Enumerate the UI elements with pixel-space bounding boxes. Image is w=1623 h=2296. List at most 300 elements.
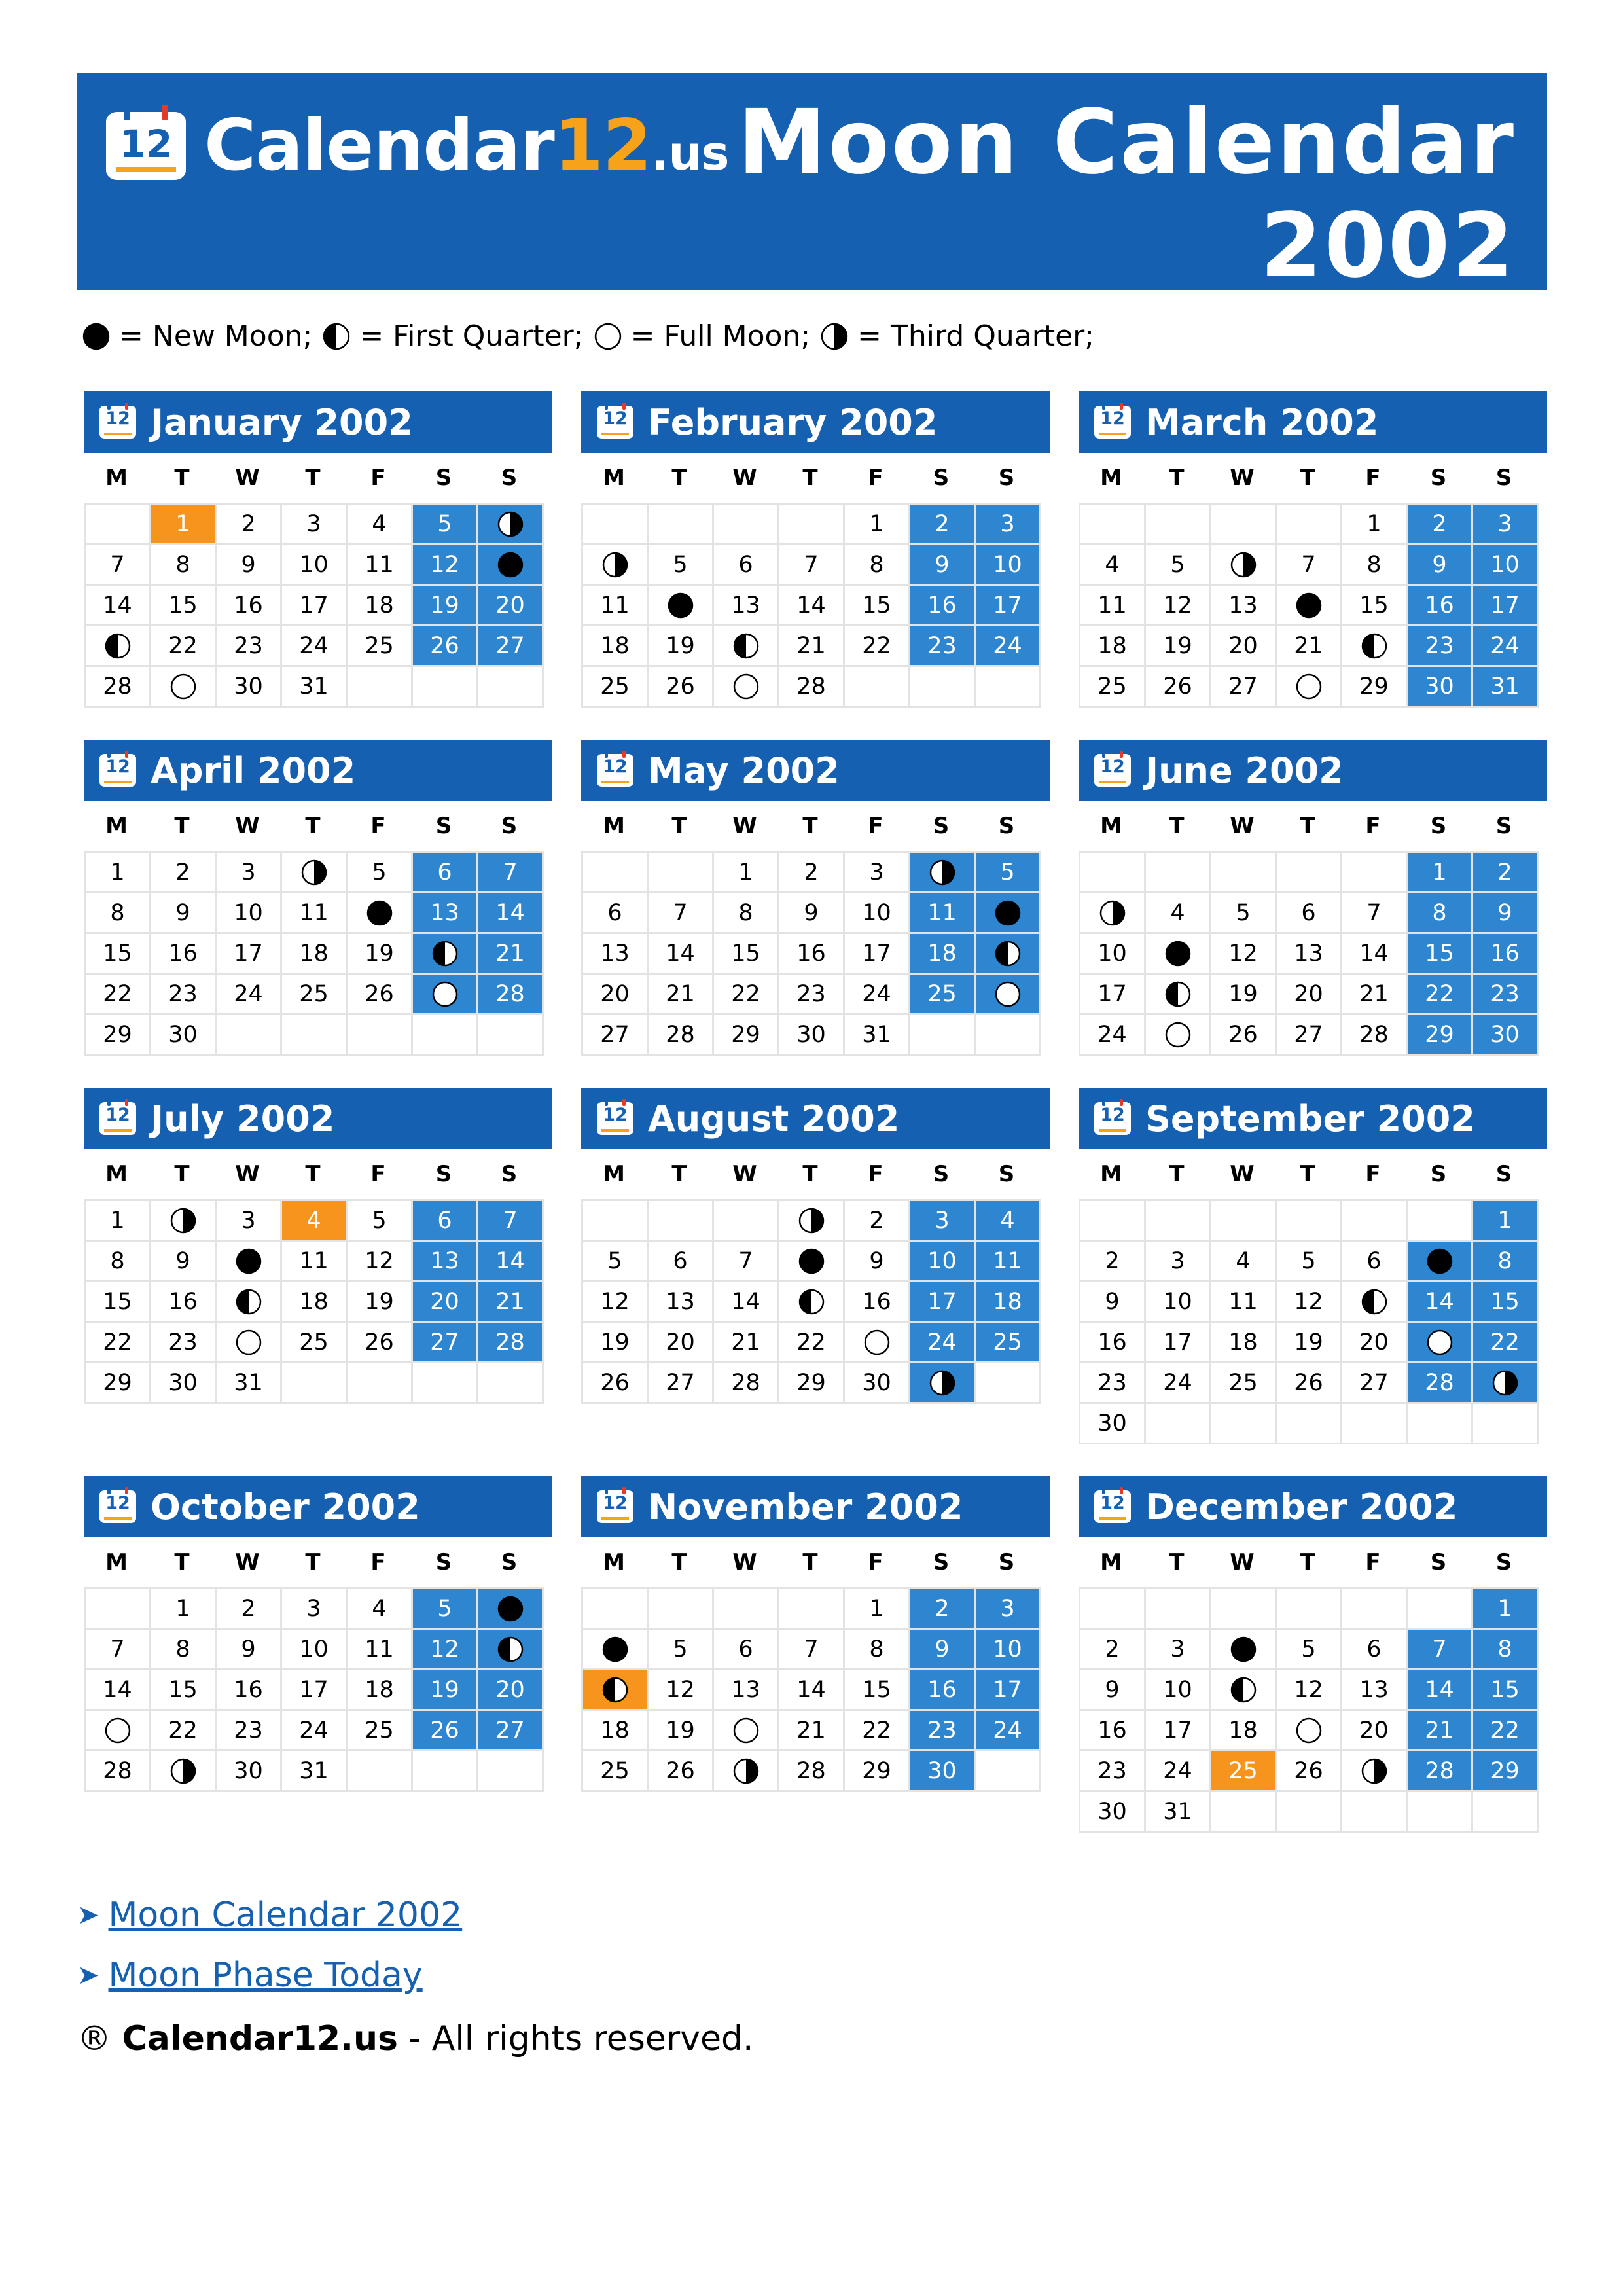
day-cell[interactable] <box>1408 1242 1473 1282</box>
day-cell[interactable]: 23 <box>1080 1363 1146 1404</box>
day-cell[interactable]: 12 <box>1146 586 1211 626</box>
day-cell[interactable] <box>714 1711 779 1751</box>
day-cell[interactable]: 1 <box>1473 1201 1539 1242</box>
day-cell[interactable]: 20 <box>413 1282 478 1323</box>
day-cell[interactable]: 27 <box>478 1711 544 1751</box>
day-cell[interactable]: 24 <box>976 626 1041 667</box>
day-cell[interactable]: 27 <box>478 626 544 667</box>
day-cell[interactable]: 1 <box>714 853 779 893</box>
day-cell[interactable]: 21 <box>1342 975 1408 1015</box>
day-cell[interactable] <box>1080 893 1146 934</box>
day-cell[interactable]: 5 <box>583 1242 649 1282</box>
day-cell[interactable]: 9 <box>1473 893 1539 934</box>
day-cell[interactable]: 15 <box>1473 1670 1539 1711</box>
day-cell[interactable]: 20 <box>478 1670 544 1711</box>
day-cell[interactable]: 3 <box>217 1201 282 1242</box>
day-cell[interactable]: 17 <box>282 1670 348 1711</box>
day-cell[interactable]: 14 <box>779 586 845 626</box>
day-cell[interactable]: 23 <box>1408 626 1473 667</box>
day-cell[interactable]: 25 <box>1080 667 1146 708</box>
day-cell[interactable] <box>217 1282 282 1323</box>
day-cell[interactable]: 28 <box>649 1015 714 1056</box>
day-cell[interactable]: 18 <box>348 1670 413 1711</box>
day-cell[interactable]: 8 <box>86 1242 151 1282</box>
day-cell[interactable]: 12 <box>413 545 478 586</box>
day-cell[interactable]: 26 <box>1277 1751 1342 1792</box>
day-cell[interactable]: 18 <box>1211 1711 1277 1751</box>
day-cell[interactable]: 31 <box>282 667 348 708</box>
day-cell[interactable]: 1 <box>151 505 217 545</box>
day-cell[interactable]: 5 <box>649 1630 714 1670</box>
day-cell[interactable]: 26 <box>348 1323 413 1363</box>
day-cell[interactable] <box>217 1242 282 1282</box>
day-cell[interactable]: 27 <box>1342 1363 1408 1404</box>
day-cell[interactable]: 10 <box>282 545 348 586</box>
day-cell[interactable]: 24 <box>1146 1363 1211 1404</box>
day-cell[interactable]: 22 <box>845 1711 910 1751</box>
day-cell[interactable]: 14 <box>779 1670 845 1711</box>
day-cell[interactable] <box>151 1751 217 1792</box>
day-cell[interactable]: 16 <box>1080 1711 1146 1751</box>
day-cell[interactable]: 8 <box>845 1630 910 1670</box>
day-cell[interactable]: 19 <box>649 626 714 667</box>
day-cell[interactable] <box>1277 1711 1342 1751</box>
day-cell[interactable]: 7 <box>478 853 544 893</box>
day-cell[interactable]: 12 <box>583 1282 649 1323</box>
day-cell[interactable]: 17 <box>976 586 1041 626</box>
day-cell[interactable]: 7 <box>779 1630 845 1670</box>
day-cell[interactable]: 19 <box>348 1282 413 1323</box>
day-cell[interactable]: 26 <box>348 975 413 1015</box>
day-cell[interactable]: 11 <box>282 1242 348 1282</box>
day-cell[interactable]: 22 <box>86 1323 151 1363</box>
day-cell[interactable]: 1 <box>1408 853 1473 893</box>
day-cell[interactable]: 2 <box>910 1589 976 1630</box>
day-cell[interactable]: 23 <box>151 1323 217 1363</box>
day-cell[interactable]: 27 <box>1211 667 1277 708</box>
day-cell[interactable]: 17 <box>217 934 282 975</box>
day-cell[interactable]: 14 <box>478 1242 544 1282</box>
day-cell[interactable] <box>151 667 217 708</box>
day-cell[interactable]: 17 <box>845 934 910 975</box>
day-cell[interactable] <box>1277 586 1342 626</box>
day-cell[interactable]: 24 <box>1080 1015 1146 1056</box>
day-cell[interactable]: 9 <box>151 893 217 934</box>
day-cell[interactable]: 3 <box>845 853 910 893</box>
day-cell[interactable]: 4 <box>976 1201 1041 1242</box>
day-cell[interactable]: 10 <box>976 545 1041 586</box>
day-cell[interactable]: 23 <box>1473 975 1539 1015</box>
day-cell[interactable]: 2 <box>1080 1242 1146 1282</box>
day-cell[interactable]: 11 <box>348 1630 413 1670</box>
day-cell[interactable]: 13 <box>714 586 779 626</box>
day-cell[interactable]: 4 <box>348 505 413 545</box>
day-cell[interactable]: 30 <box>1080 1404 1146 1444</box>
day-cell[interactable]: 9 <box>1080 1282 1146 1323</box>
day-cell[interactable]: 6 <box>1277 893 1342 934</box>
day-cell[interactable]: 9 <box>151 1242 217 1282</box>
day-cell[interactable]: 16 <box>1408 586 1473 626</box>
day-cell[interactable] <box>413 975 478 1015</box>
day-cell[interactable]: 10 <box>1146 1670 1211 1711</box>
day-cell[interactable] <box>282 853 348 893</box>
day-cell[interactable]: 19 <box>583 1323 649 1363</box>
day-cell[interactable]: 3 <box>976 505 1041 545</box>
day-cell[interactable]: 21 <box>714 1323 779 1363</box>
day-cell[interactable]: 18 <box>282 934 348 975</box>
day-cell[interactable]: 6 <box>714 545 779 586</box>
day-cell[interactable] <box>217 1323 282 1363</box>
day-cell[interactable]: 30 <box>910 1751 976 1792</box>
day-cell[interactable] <box>976 893 1041 934</box>
day-cell[interactable]: 15 <box>1342 586 1408 626</box>
day-cell[interactable]: 9 <box>910 545 976 586</box>
day-cell[interactable]: 11 <box>910 893 976 934</box>
day-cell[interactable]: 9 <box>910 1630 976 1670</box>
day-cell[interactable]: 24 <box>282 626 348 667</box>
day-cell[interactable]: 30 <box>151 1363 217 1404</box>
day-cell[interactable]: 3 <box>217 853 282 893</box>
day-cell[interactable]: 5 <box>649 545 714 586</box>
day-cell[interactable]: 5 <box>1277 1630 1342 1670</box>
day-cell[interactable]: 13 <box>649 1282 714 1323</box>
day-cell[interactable]: 2 <box>1473 853 1539 893</box>
day-cell[interactable] <box>845 1323 910 1363</box>
day-cell[interactable]: 3 <box>1146 1242 1211 1282</box>
day-cell[interactable]: 8 <box>1473 1630 1539 1670</box>
day-cell[interactable]: 23 <box>217 626 282 667</box>
day-cell[interactable]: 8 <box>151 1630 217 1670</box>
moon-calendar-link[interactable]: Moon Calendar 2002 <box>108 1895 463 1935</box>
day-cell[interactable]: 26 <box>649 1751 714 1792</box>
day-cell[interactable]: 25 <box>583 667 649 708</box>
day-cell[interactable]: 4 <box>282 1201 348 1242</box>
day-cell[interactable]: 22 <box>86 975 151 1015</box>
day-cell[interactable]: 1 <box>86 1201 151 1242</box>
day-cell[interactable]: 20 <box>1277 975 1342 1015</box>
day-cell[interactable]: 16 <box>779 934 845 975</box>
day-cell[interactable]: 7 <box>478 1201 544 1242</box>
day-cell[interactable]: 6 <box>1342 1242 1408 1282</box>
day-cell[interactable]: 5 <box>348 853 413 893</box>
day-cell[interactable]: 11 <box>1211 1282 1277 1323</box>
day-cell[interactable]: 20 <box>583 975 649 1015</box>
day-cell[interactable]: 15 <box>151 1670 217 1711</box>
day-cell[interactable]: 11 <box>1080 586 1146 626</box>
day-cell[interactable]: 4 <box>1146 893 1211 934</box>
day-cell[interactable]: 14 <box>478 893 544 934</box>
day-cell[interactable]: 13 <box>1277 934 1342 975</box>
day-cell[interactable]: 11 <box>348 545 413 586</box>
day-cell[interactable]: 1 <box>1342 505 1408 545</box>
day-cell[interactable]: 24 <box>845 975 910 1015</box>
day-cell[interactable]: 7 <box>1277 545 1342 586</box>
day-cell[interactable]: 25 <box>348 626 413 667</box>
moon-phase-today-link[interactable]: Moon Phase Today <box>108 1956 423 1995</box>
day-cell[interactable]: 2 <box>1408 505 1473 545</box>
day-cell[interactable]: 16 <box>910 1670 976 1711</box>
day-cell[interactable]: 17 <box>976 1670 1041 1711</box>
day-cell[interactable]: 14 <box>86 586 151 626</box>
day-cell[interactable]: 26 <box>413 1711 478 1751</box>
day-cell[interactable]: 7 <box>1342 893 1408 934</box>
day-cell[interactable] <box>348 893 413 934</box>
day-cell[interactable]: 24 <box>976 1711 1041 1751</box>
day-cell[interactable] <box>583 1670 649 1711</box>
day-cell[interactable]: 21 <box>478 934 544 975</box>
day-cell[interactable]: 22 <box>151 1711 217 1751</box>
day-cell[interactable]: 3 <box>282 505 348 545</box>
day-cell[interactable]: 9 <box>217 545 282 586</box>
day-cell[interactable] <box>1211 545 1277 586</box>
day-cell[interactable]: 18 <box>1080 626 1146 667</box>
day-cell[interactable]: 7 <box>1408 1630 1473 1670</box>
day-cell[interactable]: 26 <box>413 626 478 667</box>
day-cell[interactable]: 11 <box>583 586 649 626</box>
day-cell[interactable]: 15 <box>714 934 779 975</box>
day-cell[interactable]: 19 <box>649 1711 714 1751</box>
day-cell[interactable]: 31 <box>845 1015 910 1056</box>
day-cell[interactable] <box>86 1711 151 1751</box>
day-cell[interactable]: 12 <box>413 1630 478 1670</box>
day-cell[interactable]: 12 <box>1277 1282 1342 1323</box>
day-cell[interactable]: 25 <box>1211 1751 1277 1792</box>
day-cell[interactable]: 10 <box>976 1630 1041 1670</box>
day-cell[interactable]: 12 <box>1211 934 1277 975</box>
day-cell[interactable]: 5 <box>413 505 478 545</box>
day-cell[interactable]: 4 <box>1080 545 1146 586</box>
day-cell[interactable]: 23 <box>217 1711 282 1751</box>
day-cell[interactable]: 16 <box>151 934 217 975</box>
day-cell[interactable]: 29 <box>1408 1015 1473 1056</box>
day-cell[interactable]: 30 <box>1080 1792 1146 1833</box>
day-cell[interactable]: 26 <box>583 1363 649 1404</box>
day-cell[interactable]: 5 <box>1277 1242 1342 1282</box>
day-cell[interactable]: 26 <box>1146 667 1211 708</box>
day-cell[interactable]: 5 <box>1211 893 1277 934</box>
day-cell[interactable]: 28 <box>1408 1751 1473 1792</box>
day-cell[interactable] <box>1146 1015 1211 1056</box>
day-cell[interactable]: 2 <box>217 505 282 545</box>
day-cell[interactable] <box>910 1363 976 1404</box>
day-cell[interactable]: 8 <box>1342 545 1408 586</box>
day-cell[interactable]: 6 <box>1342 1630 1408 1670</box>
day-cell[interactable]: 16 <box>1080 1323 1146 1363</box>
day-cell[interactable]: 13 <box>413 893 478 934</box>
day-cell[interactable]: 28 <box>86 1751 151 1792</box>
day-cell[interactable]: 1 <box>1473 1589 1539 1630</box>
day-cell[interactable]: 10 <box>282 1630 348 1670</box>
day-cell[interactable]: 22 <box>845 626 910 667</box>
day-cell[interactable]: 30 <box>217 1751 282 1792</box>
day-cell[interactable] <box>714 1751 779 1792</box>
day-cell[interactable]: 5 <box>1146 545 1211 586</box>
day-cell[interactable]: 28 <box>714 1363 779 1404</box>
day-cell[interactable]: 2 <box>217 1589 282 1630</box>
day-cell[interactable] <box>649 586 714 626</box>
day-cell[interactable] <box>1146 934 1211 975</box>
day-cell[interactable]: 17 <box>1146 1323 1211 1363</box>
day-cell[interactable] <box>714 626 779 667</box>
day-cell[interactable]: 8 <box>714 893 779 934</box>
day-cell[interactable]: 16 <box>845 1282 910 1323</box>
day-cell[interactable] <box>1211 1630 1277 1670</box>
day-cell[interactable]: 14 <box>1408 1282 1473 1323</box>
day-cell[interactable]: 29 <box>714 1015 779 1056</box>
day-cell[interactable]: 29 <box>1342 667 1408 708</box>
day-cell[interactable]: 13 <box>1211 586 1277 626</box>
day-cell[interactable]: 7 <box>649 893 714 934</box>
day-cell[interactable]: 1 <box>86 853 151 893</box>
day-cell[interactable]: 8 <box>1408 893 1473 934</box>
day-cell[interactable]: 6 <box>583 893 649 934</box>
day-cell[interactable]: 15 <box>1473 1282 1539 1323</box>
day-cell[interactable] <box>976 934 1041 975</box>
day-cell[interactable]: 2 <box>779 853 845 893</box>
day-cell[interactable]: 22 <box>779 1323 845 1363</box>
day-cell[interactable] <box>583 1630 649 1670</box>
day-cell[interactable]: 9 <box>217 1630 282 1670</box>
day-cell[interactable]: 16 <box>910 586 976 626</box>
day-cell[interactable]: 21 <box>779 626 845 667</box>
day-cell[interactable]: 30 <box>779 1015 845 1056</box>
day-cell[interactable]: 19 <box>1277 1323 1342 1363</box>
day-cell[interactable]: 2 <box>151 853 217 893</box>
day-cell[interactable] <box>413 934 478 975</box>
day-cell[interactable]: 25 <box>282 1323 348 1363</box>
day-cell[interactable]: 30 <box>151 1015 217 1056</box>
day-cell[interactable]: 14 <box>1408 1670 1473 1711</box>
day-cell[interactable]: 14 <box>86 1670 151 1711</box>
day-cell[interactable] <box>151 1201 217 1242</box>
day-cell[interactable]: 3 <box>1473 505 1539 545</box>
day-cell[interactable]: 15 <box>86 934 151 975</box>
day-cell[interactable]: 23 <box>910 626 976 667</box>
day-cell[interactable]: 25 <box>282 975 348 1015</box>
day-cell[interactable] <box>86 626 151 667</box>
day-cell[interactable]: 18 <box>910 934 976 975</box>
day-cell[interactable]: 28 <box>1408 1363 1473 1404</box>
day-cell[interactable]: 22 <box>1408 975 1473 1015</box>
day-cell[interactable]: 26 <box>649 667 714 708</box>
day-cell[interactable]: 28 <box>779 667 845 708</box>
day-cell[interactable]: 8 <box>845 545 910 586</box>
day-cell[interactable]: 12 <box>649 1670 714 1711</box>
day-cell[interactable] <box>779 1242 845 1282</box>
day-cell[interactable]: 28 <box>86 667 151 708</box>
day-cell[interactable]: 6 <box>413 1201 478 1242</box>
day-cell[interactable]: 22 <box>1473 1711 1539 1751</box>
day-cell[interactable]: 22 <box>714 975 779 1015</box>
day-cell[interactable]: 25 <box>976 1323 1041 1363</box>
day-cell[interactable] <box>1277 667 1342 708</box>
day-cell[interactable]: 21 <box>478 1282 544 1323</box>
day-cell[interactable]: 14 <box>1342 934 1408 975</box>
day-cell[interactable] <box>1211 1670 1277 1711</box>
day-cell[interactable]: 4 <box>348 1589 413 1630</box>
day-cell[interactable]: 18 <box>1211 1323 1277 1363</box>
day-cell[interactable] <box>1342 1751 1408 1792</box>
day-cell[interactable]: 19 <box>348 934 413 975</box>
day-cell[interactable]: 31 <box>217 1363 282 1404</box>
day-cell[interactable]: 21 <box>649 975 714 1015</box>
day-cell[interactable]: 17 <box>910 1282 976 1323</box>
day-cell[interactable]: 6 <box>413 853 478 893</box>
day-cell[interactable]: 7 <box>86 1630 151 1670</box>
day-cell[interactable] <box>1342 626 1408 667</box>
day-cell[interactable]: 27 <box>413 1323 478 1363</box>
day-cell[interactable] <box>1408 1323 1473 1363</box>
day-cell[interactable]: 11 <box>282 893 348 934</box>
day-cell[interactable]: 18 <box>282 1282 348 1323</box>
day-cell[interactable]: 24 <box>217 975 282 1015</box>
day-cell[interactable]: 27 <box>649 1363 714 1404</box>
day-cell[interactable]: 2 <box>910 505 976 545</box>
day-cell[interactable]: 5 <box>413 1589 478 1630</box>
day-cell[interactable]: 12 <box>348 1242 413 1282</box>
day-cell[interactable]: 6 <box>714 1630 779 1670</box>
day-cell[interactable]: 15 <box>1408 934 1473 975</box>
day-cell[interactable]: 29 <box>86 1363 151 1404</box>
day-cell[interactable] <box>1473 1363 1539 1404</box>
day-cell[interactable]: 2 <box>1080 1630 1146 1670</box>
day-cell[interactable]: 17 <box>1146 1711 1211 1751</box>
day-cell[interactable]: 21 <box>1277 626 1342 667</box>
day-cell[interactable]: 16 <box>1473 934 1539 975</box>
day-cell[interactable]: 25 <box>1211 1363 1277 1404</box>
day-cell[interactable]: 9 <box>1408 545 1473 586</box>
day-cell[interactable] <box>779 1282 845 1323</box>
day-cell[interactable]: 2 <box>845 1201 910 1242</box>
day-cell[interactable]: 13 <box>1342 1670 1408 1711</box>
day-cell[interactable]: 18 <box>348 586 413 626</box>
day-cell[interactable]: 30 <box>1473 1015 1539 1056</box>
day-cell[interactable] <box>910 853 976 893</box>
day-cell[interactable]: 13 <box>583 934 649 975</box>
day-cell[interactable]: 15 <box>151 586 217 626</box>
day-cell[interactable]: 15 <box>86 1282 151 1323</box>
day-cell[interactable]: 17 <box>282 586 348 626</box>
day-cell[interactable]: 3 <box>976 1589 1041 1630</box>
day-cell[interactable]: 10 <box>1080 934 1146 975</box>
day-cell[interactable]: 24 <box>282 1711 348 1751</box>
site-logo[interactable] <box>106 105 729 187</box>
day-cell[interactable]: 12 <box>1277 1670 1342 1711</box>
day-cell[interactable]: 29 <box>845 1751 910 1792</box>
day-cell[interactable]: 27 <box>1277 1015 1342 1056</box>
day-cell[interactable]: 28 <box>478 975 544 1015</box>
day-cell[interactable]: 26 <box>1277 1363 1342 1404</box>
day-cell[interactable]: 20 <box>1211 626 1277 667</box>
day-cell[interactable] <box>779 1201 845 1242</box>
day-cell[interactable]: 3 <box>282 1589 348 1630</box>
day-cell[interactable]: 15 <box>845 586 910 626</box>
day-cell[interactable]: 11 <box>976 1242 1041 1282</box>
day-cell[interactable]: 7 <box>779 545 845 586</box>
day-cell[interactable]: 19 <box>413 1670 478 1711</box>
day-cell[interactable]: 17 <box>1080 975 1146 1015</box>
day-cell[interactable]: 20 <box>478 586 544 626</box>
day-cell[interactable]: 9 <box>779 893 845 934</box>
day-cell[interactable]: 1 <box>845 1589 910 1630</box>
day-cell[interactable]: 10 <box>1146 1282 1211 1323</box>
day-cell[interactable]: 14 <box>714 1282 779 1323</box>
day-cell[interactable]: 28 <box>478 1323 544 1363</box>
day-cell[interactable]: 31 <box>1473 667 1539 708</box>
day-cell[interactable]: 22 <box>151 626 217 667</box>
day-cell[interactable] <box>478 545 544 586</box>
day-cell[interactable]: 22 <box>1473 1323 1539 1363</box>
